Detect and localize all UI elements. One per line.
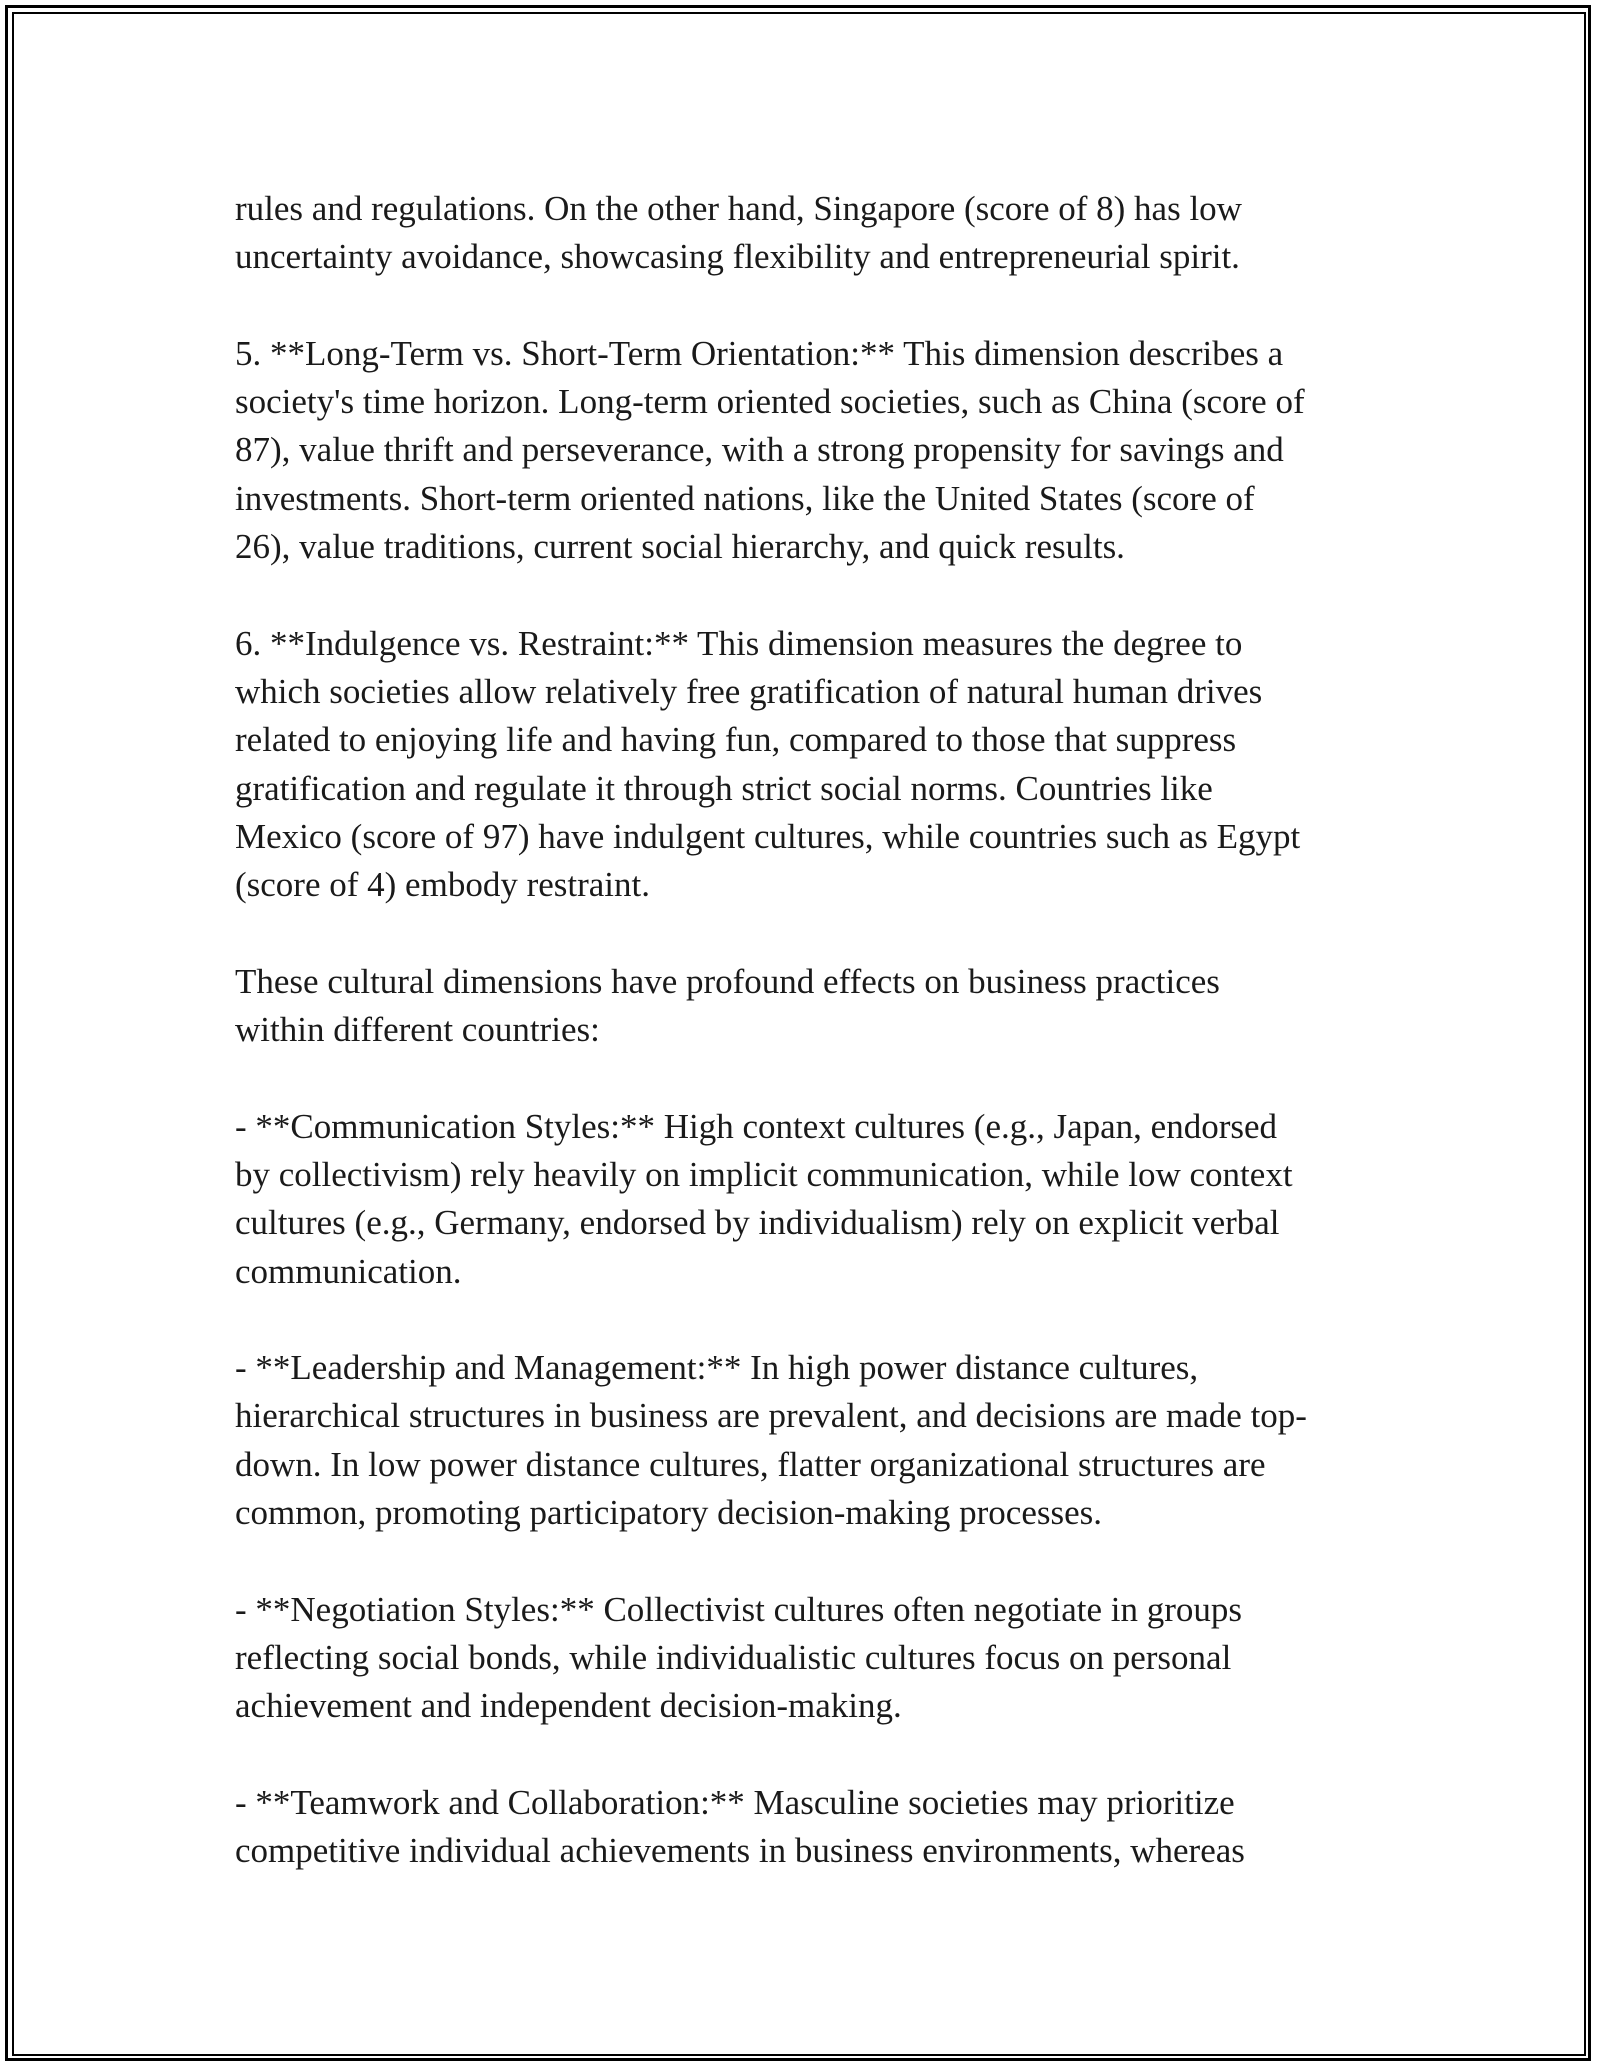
document-body [235,185,1365,1924]
paragraph-teamwork-collaboration: - **Teamwork and Collaboration:** Masculine societies may prioritize competitive individual achievements in business environments, whereas [235,1782,1245,1871]
paragraph-long-term-orientation: 5. **Long-Term vs. Short-Term Orientation:** This dimension describes a society's time horizon. Long-term oriented societies, such as China (score of 87), value thrift and perseverance, with a strong propensity for savings and investments. Short-term oriented nations, like the United States (score of 26), value traditions, current social hierarchy, and quick results. [235,333,1305,567]
paragraph-negotiation-styles: - **Negotiation Styles:** Collectivist cultures often negotiate in groups reflecting social bonds, while individualistic cultures focus on personal achievement and independent decision-making. [235,1589,1243,1726]
paragraph-indulgence-restraint: 6. **Indulgence vs. Restraint:** This dimension measures the degree to which societies allow relatively free gratification of natural human drives related to enjoying life and having fun, compared to those that suppress gratification and regulate it through strict social norms. Countries like Mexico (score of 97) have indulgent cultures, while countries such as Egypt (score of 4) embody restraint. [235,623,1301,905]
paragraph-business-effects-intro: These cultural dimensions have profound effects on business practices within different countries: [235,961,1220,1050]
paragraph-communication-styles: - **Communication Styles:** High context cultures (e.g., Japan, endorsed by collectivism) rely heavily on implicit communication, while low context cultures (e.g., Germany, endorsed by individualism) rely on explicit verbal communication. [235,1106,1293,1291]
paragraph-leadership-management: - **Leadership and Management:** In high power distance cultures, hierarchical structures in business are prevalent, and decisions are made top- down. In low power distance cultures, flatter organizational structures are common, promoting participatory decision-making processes. [235,1348,1307,1533]
paragraph-uncertainty-avoidance-continued: rules and regulations. On the other hand, Singapore (score of 8) has low uncertainty avoidance, showcasing flexibility and entrepreneurial spirit. [235,189,1242,277]
